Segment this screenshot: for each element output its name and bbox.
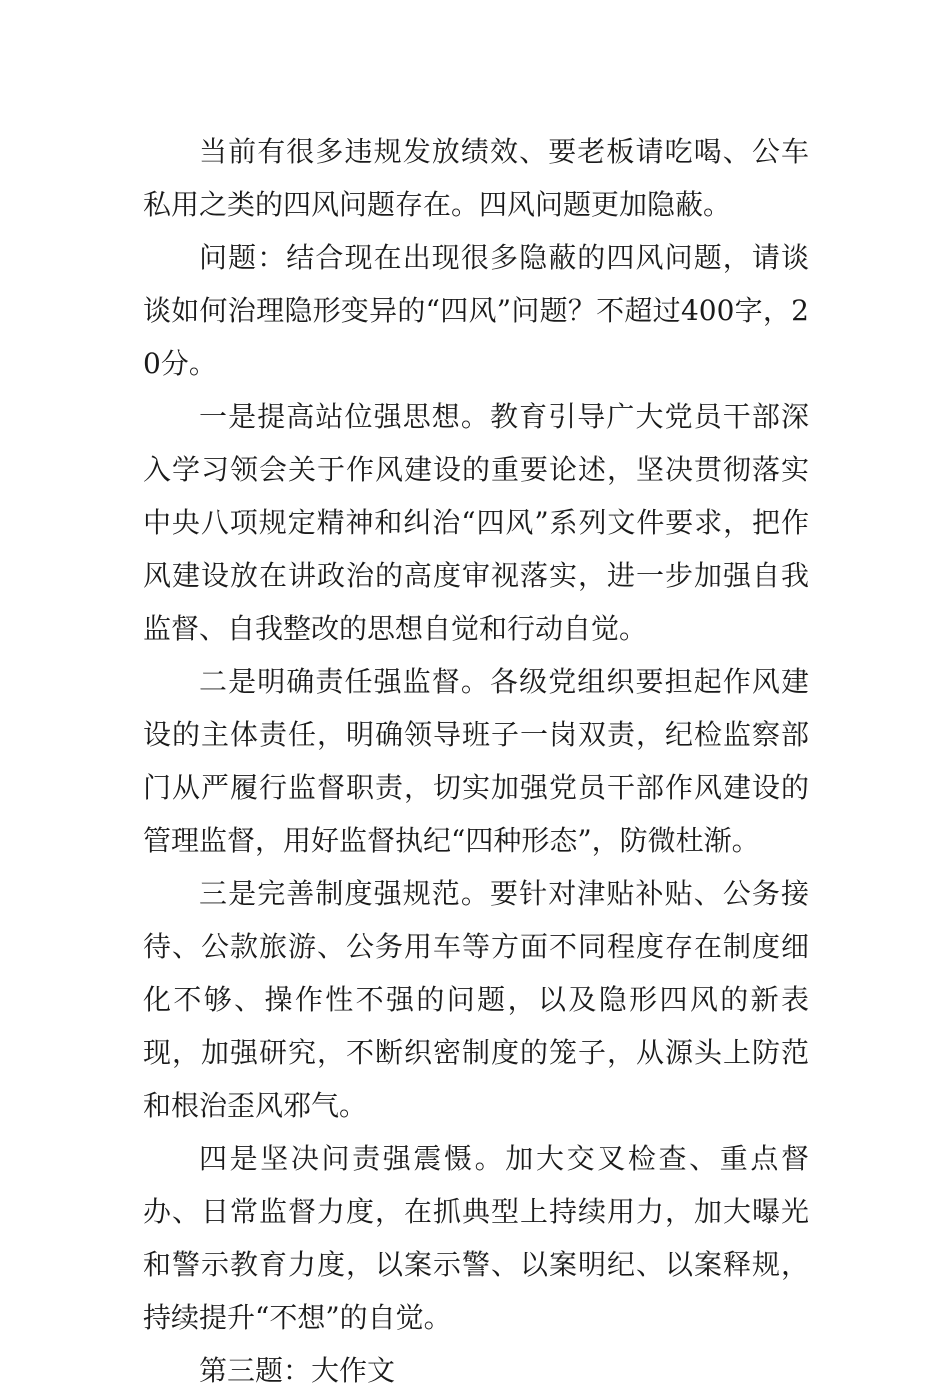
paragraph-point-two: 二是明确责任强监督。各级党组织要担起作风建设的主体责任，明确领导班子一岗双责，纪检监察部门从严履行监督职责，切实加强党员干部作风建设的管理监督，用好监督执纪“四种形态”，防微杜渐。 bbox=[143, 665, 809, 857]
paragraph-question: 问题：结合现在出现很多隐蔽的四风问题，请谈谈如何治理隐形变异的“四风”问题？不超过400字，20分。 bbox=[143, 241, 809, 380]
paragraph-point-one: 一是提高站位强思想。教育引导广大党员干部深入学习领会关于作风建设的重要论述，坚决贯彻落实中央八项规定精神和纠治“四风”系列文件要求，把作风建设放在讲政治的高度审视落实，进一步加强自我监督、自我整改的思想自觉和行动自觉。 bbox=[143, 400, 809, 645]
paragraph-point-three: 三是完善制度强规范。要针对津贴补贴、公务接待、公款旅游、公务用车等方面不同程度存在制度细化不够、操作性不强的问题，以及隐形四风的新表现，加强研究，不断织密制度的笼子，从源头上防范和根治歪风邪气。 bbox=[143, 877, 809, 1122]
paragraph-intro: 当前有很多违规发放绩效、要老板请吃喝、公车私用之类的四风问题存在。四风问题更加隐蔽。 bbox=[143, 135, 809, 221]
paragraph-point-four: 四是坚决问责强震慑。加大交叉检查、重点督办、日常监督力度，在抓典型上持续用力，加大曝光和警示教育力度，以案示警、以案明纪、以案释规，持续提升“不想”的自觉。 bbox=[143, 1142, 809, 1334]
document-body bbox=[143, 125, 809, 1397]
paragraph-section-heading: 第三题：大作文 bbox=[199, 1354, 396, 1387]
